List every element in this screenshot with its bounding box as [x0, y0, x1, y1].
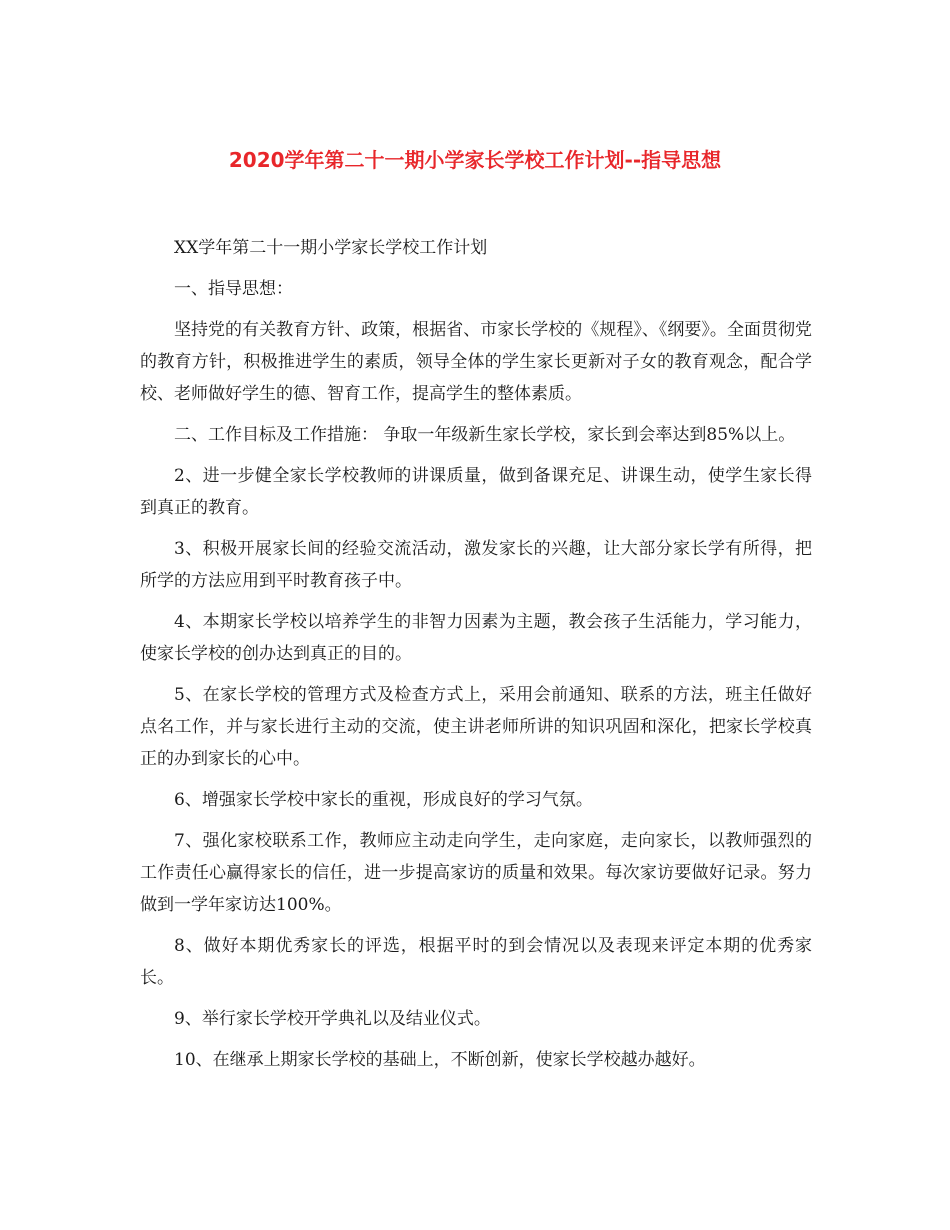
document-body	[140, 232, 812, 1085]
paragraph-item-9: 9、举行家长学校开学典礼以及结业仪式。	[174, 1009, 491, 1029]
paragraph-item-7: 7、强化家校联系工作，教师应主动走向学生，走向家庭，走向家长，以教师强烈的工作责任心赢得家长的信任，进一步提高家访的质量和效果。每次家访要做好记录。努力做到一学年家访达100%。	[140, 831, 812, 915]
paragraph-item-10: 10、在继承上期家长学校的基础上，不断创新，使家长学校越办越好。	[174, 1050, 706, 1070]
page-title: 2020学年第二十一期小学家长学校工作计划--指导思想	[228, 148, 722, 172]
paragraph-item-3: 3、积极开展家长间的经验交流活动，激发家长的兴趣，让大部分家长学有所得，把所学的方法应用到平时教育孩子中。	[140, 539, 812, 591]
paragraph-section-goals-measures: 二、工作目标及工作措施： 争取一年级新生家长学校，家长到会率达到85%以上。	[174, 425, 796, 445]
paragraph-item-8: 8、做好本期优秀家长的评选，根据平时的到会情况以及表现来评定本期的优秀家长。	[140, 936, 812, 988]
paragraph-item-4: 4、本期家长学校以培养学生的非智力因素为主题，教会孩子生活能力，学习能力，使家长学校的创办达到真正的目的。	[140, 612, 812, 664]
paragraph-plan-heading: XX学年第二十一期小学家长学校工作计划	[174, 238, 488, 258]
paragraph-item-6: 6、增强家长学校中家长的重视，形成良好的学习气氛。	[174, 790, 593, 810]
paragraph-item-5: 5、在家长学校的管理方式及检查方式上，采用会前通知、联系的方法，班主任做好点名工作，并与家长进行主动的交流，使主讲老师所讲的知识巩固和深化，把家长学校真正的办到家长的心中。	[140, 685, 812, 769]
paragraph-section-guiding-ideology: 一、指导思想：	[174, 279, 293, 299]
paragraph-item-2: 2、进一步健全家长学校教师的讲课质量，做到备课充足、讲课生动，使学生家长得到真正的教育。	[140, 466, 812, 518]
paragraph-guiding-ideology-text: 坚持党的有关教育方针、政策，根据省、市家长学校的《规程》、《纲要》。全面贯彻党的教育方针，积极推进学生的素质，领导全体的学生家长更新对子女的教育观念，配合学校、老师做好学生的德、智育工作，提高学生的整体素质。	[140, 320, 812, 404]
